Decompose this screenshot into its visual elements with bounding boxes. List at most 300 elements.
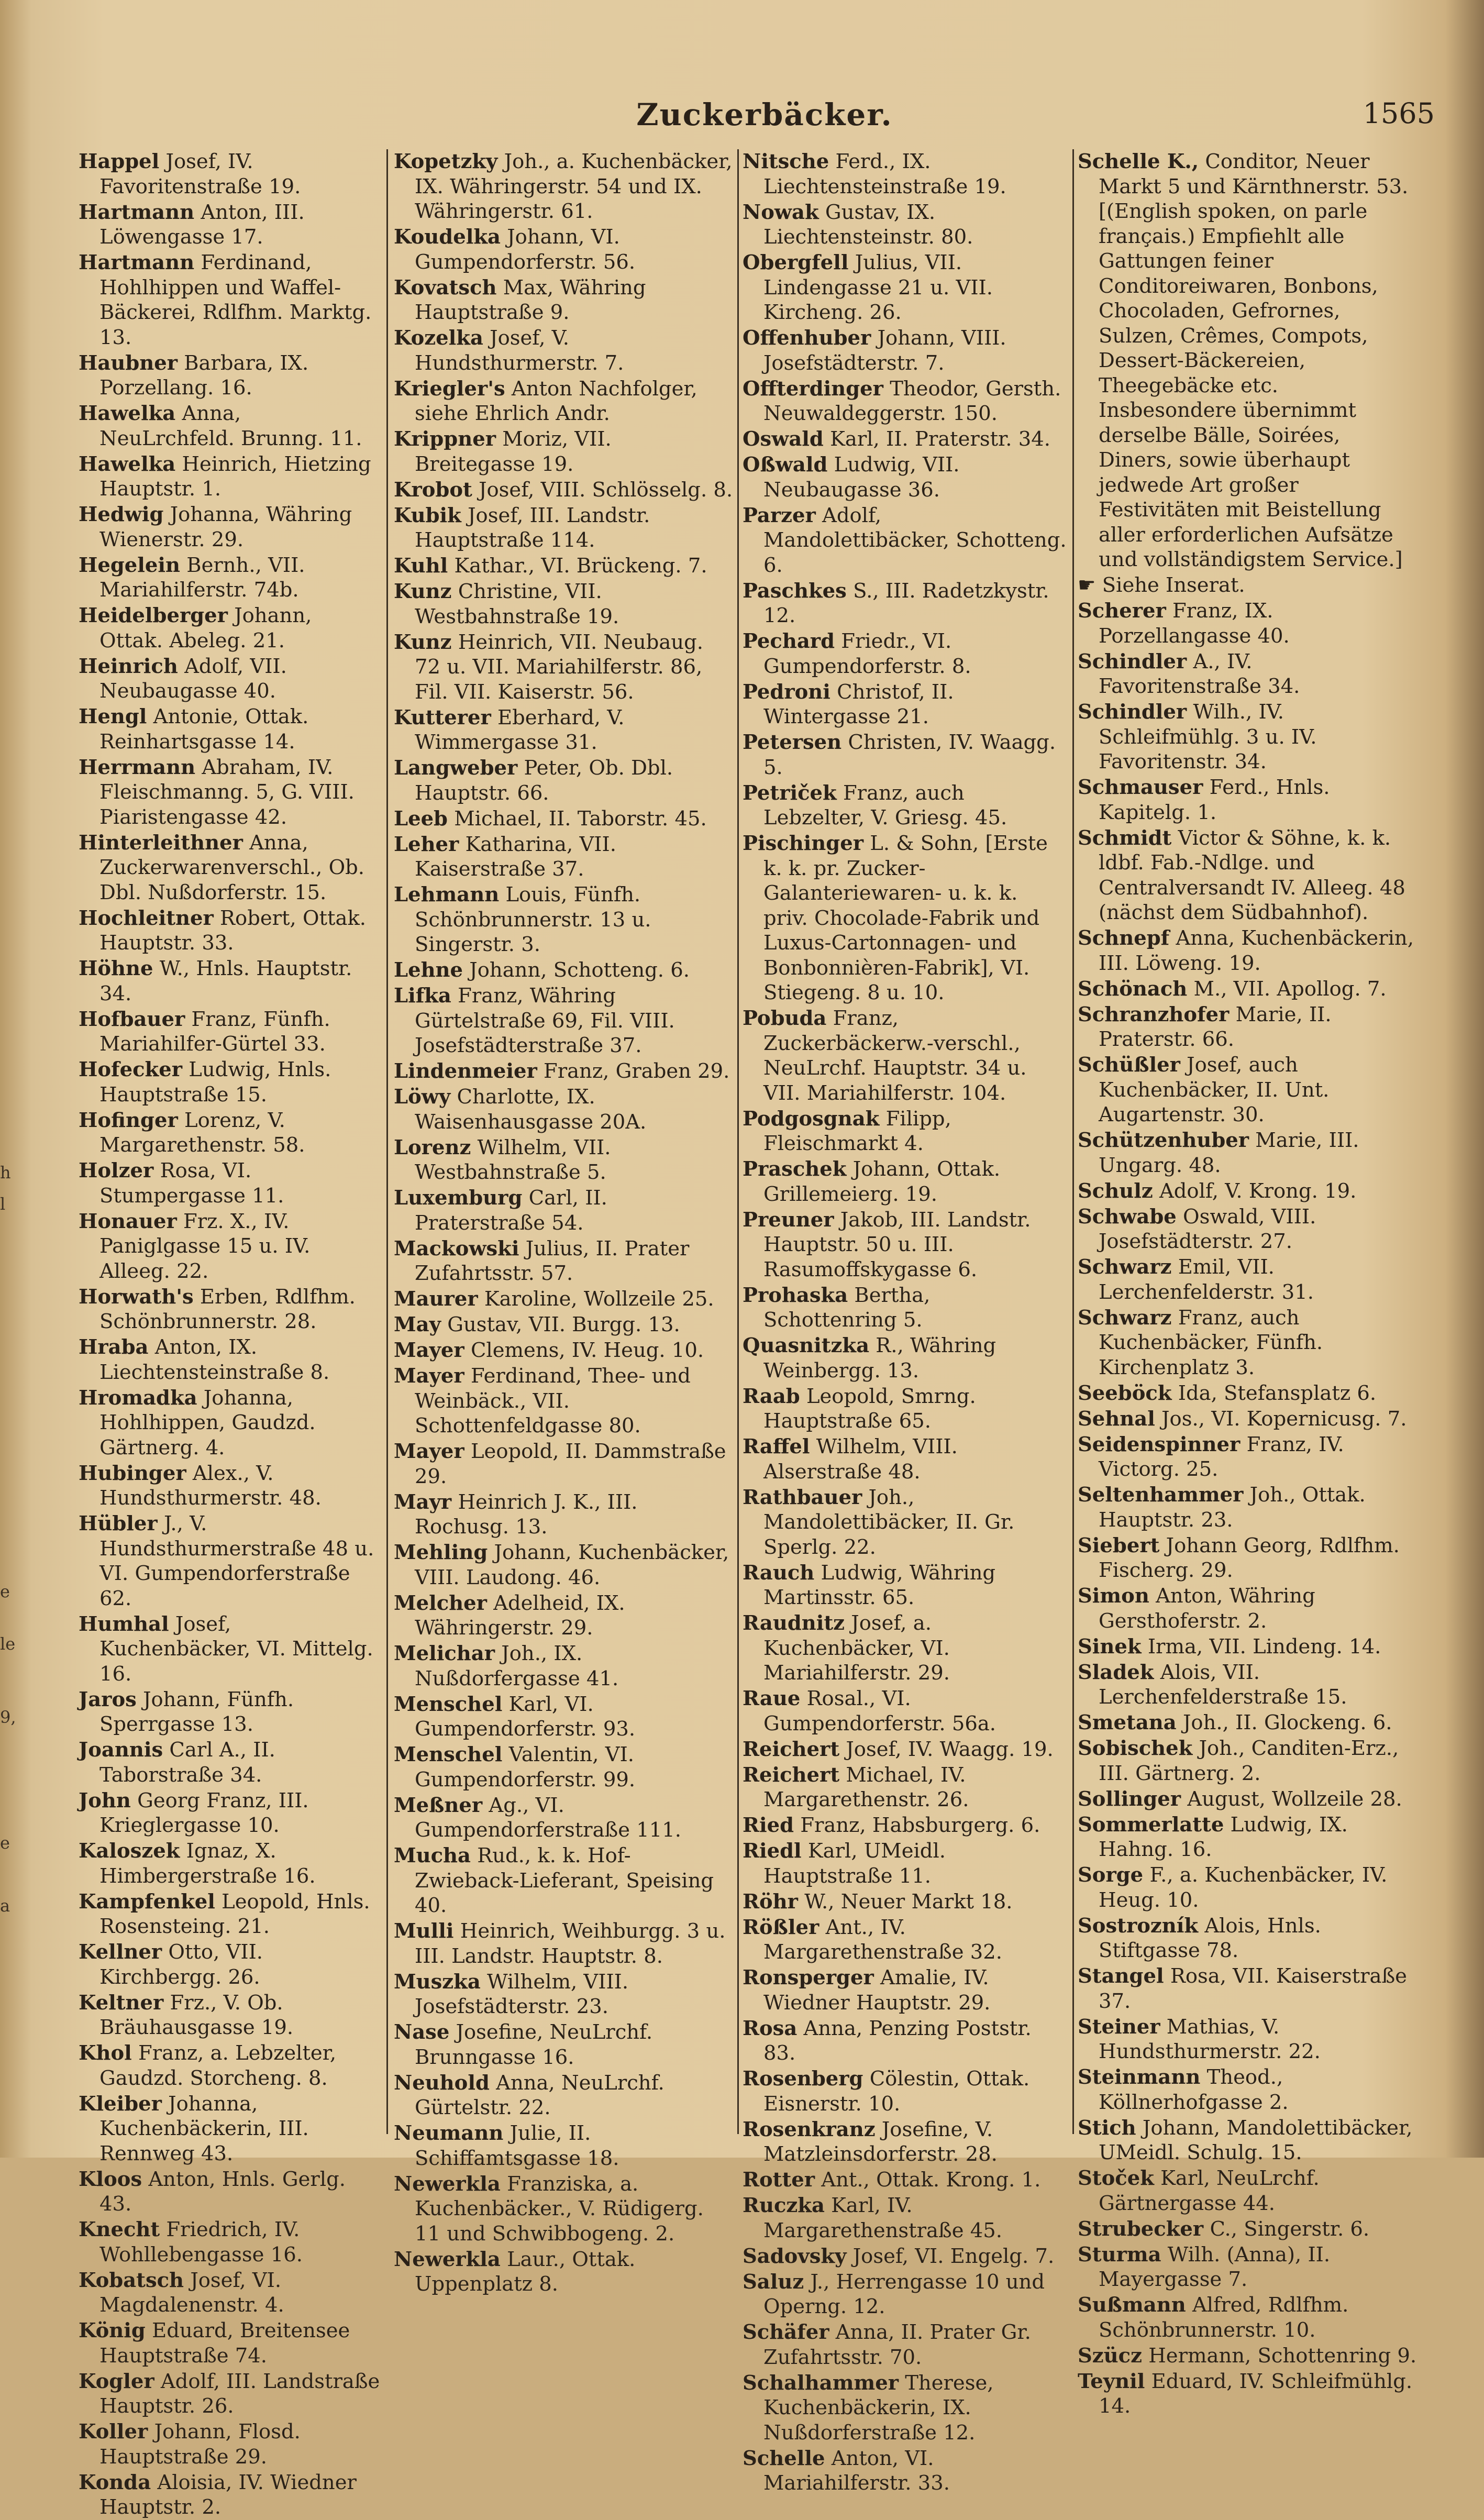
entry-name: Menschel — [394, 1692, 503, 1716]
entry-name: Stangel — [1078, 1964, 1164, 1988]
entry-details: Karl, VI. Gumpendorferstr. 93. — [415, 1692, 636, 1741]
directory-entry — [1078, 1407, 1418, 1432]
entry-details: L. & Sohn, [Erste k. k. pr. Zucker-Galanteriewaren- u. k. k. priv. Chocolade-Fabrik und Luxus-Cartonnagen- und Bonbonnièren-Fabrik], VI. Stiegeng. 8 u. 10. — [763, 832, 1048, 1004]
entry-details: Jakob, III. Landstr. Hauptstr. 50 u. III. Rasumoffskygasse 6. — [763, 1208, 1031, 1281]
gutter-mark: l — [0, 1194, 6, 1214]
entry-details: Ludwig, Hnls. Hauptstraße 15. — [99, 1058, 331, 1107]
directory-entry — [79, 654, 381, 704]
entry-details: Josefine, NeuLrchf. Brunngasse 16. — [415, 2020, 653, 2069]
entry-details: Oswald, VIII. Josefstädterstr. 27. — [1099, 1204, 1316, 1253]
directory-entry — [743, 377, 1068, 426]
entry-name: Oßwald — [743, 453, 828, 477]
directory-entry — [394, 554, 735, 579]
directory-entry — [394, 983, 735, 1058]
entry-details: Franz, a. Lebzelter, Gaudzd. Storcheng. 8. — [99, 2041, 337, 2090]
entry-name: Rößler — [743, 1915, 819, 1939]
entry-name: Schäfer — [743, 2320, 829, 2344]
entry-details: Anton, IX. Liechtensteinstraße 8. — [99, 1335, 330, 1384]
directory-entry — [394, 2247, 735, 2297]
entry-name: Raffel — [743, 1435, 810, 1458]
entry-details: Ant., Ottak. Krong. 1. — [821, 2168, 1041, 2192]
directory-entry — [743, 2066, 1068, 2116]
entry-name: John — [79, 1788, 131, 1812]
entry-name: Steiner — [1078, 2015, 1160, 2039]
column-rule — [1072, 149, 1074, 2134]
entry-name: Sadovsky — [743, 2244, 847, 2268]
directory-entry — [79, 250, 381, 350]
entry-details: Abraham, IV. Fleischmanng. 5, G. VIII. Piaristengasse 42. — [99, 755, 355, 829]
entry-details: Ferd., IX. Liechtensteinstraße 19. — [763, 150, 1006, 198]
entry-details: C., Singerstr. 6. — [1210, 2217, 1370, 2241]
entry-details: Adolf, III. Landstraße Hauptstr. 26. — [99, 2369, 380, 2418]
directory-entry — [1078, 1736, 1418, 1786]
entry-details: Wilhelm, VII. Westbahnstraße 5. — [415, 1135, 611, 1184]
entry-details: Josef, IV. Waagg. 19. — [846, 1737, 1054, 1761]
directory-entry — [1078, 1812, 1418, 1862]
directory-entry — [394, 1439, 735, 1489]
entry-details: Hermann, Schottenring 9. — [1148, 2344, 1417, 2368]
directory-entry — [79, 1889, 381, 1939]
entry-name: Rosenkranz — [743, 2117, 876, 2141]
directory-entry — [1078, 1660, 1418, 1710]
entry-details: Cölestin, Ottak. Eisnerstr. 10. — [763, 2067, 1030, 2116]
directory-entry — [394, 2121, 735, 2171]
directory-entry — [1078, 1128, 1418, 1178]
entry-details: Julie, II. Schiffamtsgasse 18. — [415, 2121, 619, 2170]
directory-entry — [1078, 1787, 1418, 1812]
entry-details: Eberhard, V. Wimmergasse 31. — [415, 705, 625, 754]
entry-details: Rosa, VII. Kaiserstraße 37. — [1099, 1964, 1407, 2013]
entry-name: Schwarz — [1078, 1306, 1172, 1330]
gutter-mark: e — [0, 1833, 10, 1853]
entry-details: Josef, III. Landstr. Hauptstraße 114. — [415, 503, 650, 552]
entry-name: Kuhl — [394, 554, 448, 578]
entry-details: M., VII. Apollog. 7. — [1193, 977, 1387, 1001]
entry-details: Frz. X., IV. Paniglgasse 15 u. IV. Alleeg. 22. — [99, 1209, 311, 1283]
entry-details: Barbara, IX. Porzellang. 16. — [99, 351, 309, 400]
entry-details: Carl, II. Praterstraße 54. — [415, 1186, 607, 1235]
directory-entry — [743, 781, 1068, 831]
entry-details: Anton, Hnls. Gerlg. 43. — [99, 2167, 346, 2216]
directory-entry — [394, 1591, 735, 1641]
entry-details: Josef, IV. Favoritenstraße 19. — [99, 150, 301, 198]
entry-details: Franz, auch Kuchenbäcker, Fünfh. Kirchenplatz 3. — [1099, 1306, 1323, 1379]
directory-entry — [743, 1157, 1068, 1207]
directory-entry — [79, 2041, 381, 2091]
entry-name: Raab — [743, 1384, 800, 1408]
entry-details: Heinrich, VII. Neubaug. 72 u. VII. Mariahilferstr. 86, Fil. VII. Kaiserstr. 56. — [415, 630, 703, 704]
directory-entry — [79, 1335, 381, 1385]
directory-entry — [394, 2172, 735, 2247]
entry-details: Rud., k. k. Hof-Zwieback-Lieferant, Speising 40. — [415, 1844, 714, 1917]
entry-name: Preuner — [743, 1208, 834, 1232]
entry-details: Adolf, VII. Neubaugasse 40. — [99, 654, 287, 703]
entry-name: Schindler — [1078, 700, 1187, 724]
directory-entry — [79, 1788, 381, 1838]
entry-name: Raue — [743, 1687, 801, 1710]
entry-details: Otto, VII. Kirchbergg. 26. — [99, 1940, 263, 1989]
entry-details: Wilh. (Anna), II. Mayergasse 7. — [1099, 2242, 1331, 2291]
entry-details: R., Währing Weinbergg. 13. — [763, 1334, 996, 1383]
entry-details: Ludwig, VII. Neubaugasse 36. — [763, 453, 960, 502]
entry-name: Joannis — [79, 1738, 163, 1762]
entry-name: Menschel — [394, 1743, 503, 1766]
entry-name: Schalhammer — [743, 2371, 899, 2395]
directory-entry — [743, 2016, 1068, 2066]
entry-name: Mayr — [394, 1490, 452, 1514]
directory-entry — [394, 1186, 735, 1235]
entry-name: Honauer — [79, 1209, 177, 1233]
directory-entry — [394, 806, 735, 832]
entry-details: Jos., VI. Kopernicusg. 7. — [1161, 1407, 1407, 1431]
entry-name: Koller — [79, 2420, 148, 2444]
entry-details: Alex., V. Hundsthurmerstr. 48. — [99, 1461, 322, 1510]
entry-details: F., a. Kuchenbäcker, IV. Heug. 10. — [1099, 1863, 1388, 1912]
entry-name: Lehmann — [394, 883, 500, 907]
entry-name: Hinterleithner — [79, 831, 243, 855]
entry-name: Keltner — [79, 1991, 164, 2015]
running-header — [94, 97, 1435, 139]
directory-entry — [394, 958, 735, 983]
directory-entry — [79, 1738, 381, 1787]
entry-name: Sostrozník — [1078, 1914, 1199, 1938]
directory-entry — [394, 1490, 735, 1540]
entry-name: Schindler — [1078, 649, 1187, 673]
entry-details: Karl, NeuLrchf. Gärtnergasse 44. — [1099, 2167, 1320, 2215]
entry-details: Eduard, IV. Schleifmühlg. 14. — [1099, 2369, 1413, 2418]
directory-entry — [743, 1915, 1068, 1965]
entry-name: Lehne — [394, 958, 463, 982]
entry-details: Katharina, VII. Kaiserstraße 37. — [415, 832, 616, 881]
directory-entry — [743, 2244, 1068, 2269]
entry-details: Anna, II. Prater Gr. Zufahrtsstr. 70. — [763, 2320, 1031, 2369]
entry-name: Knecht — [79, 2218, 160, 2241]
entry-name: Kopetzky — [394, 150, 498, 173]
entry-details: Filipp, Fleischmarkt 4. — [763, 1107, 951, 1155]
entry-name: Mayer — [394, 1339, 464, 1362]
entry-details: Josef, VI. Magdalenenstr. 4. — [99, 2268, 284, 2317]
entry-name: Kozelka — [394, 326, 483, 350]
entry-name: Maurer — [394, 1287, 478, 1311]
directory-entry — [1078, 1483, 1418, 1532]
directory-entry — [79, 1285, 381, 1334]
directory-entry — [394, 1641, 735, 1691]
directory-entry — [394, 478, 735, 503]
directory-entry — [1078, 2293, 1418, 2342]
entry-name: Kutterer — [394, 705, 491, 730]
entry-name: Szücz — [1078, 2344, 1142, 2368]
directory-entry — [394, 832, 735, 882]
directory-entry — [1078, 1179, 1418, 1204]
directory-entry — [743, 1434, 1068, 1484]
entry-name: Muszka — [394, 1970, 481, 1994]
entry-name: Teynil — [1078, 2369, 1145, 2393]
entry-details: Julius, II. Prater Zufahrtsstr. 57. — [415, 1236, 690, 1285]
page-number: 1565 — [1363, 97, 1435, 130]
directory-entry — [1078, 1255, 1418, 1305]
entry-details: J., V. Hundsthurmerstraße 48 u. VI. Gumpendorferstraße 62. — [99, 1512, 374, 1610]
entry-details: August, Wollzeile 28. — [1187, 1787, 1402, 1811]
entry-details: Franz, auch Lebzelter, V. Griesg. 45. — [763, 781, 1007, 830]
entry-name: Hofinger — [79, 1108, 178, 1132]
directory-entry — [1078, 1432, 1418, 1482]
gutter-mark: 9, — [0, 1707, 16, 1727]
entry-name: Melcher — [394, 1591, 487, 1615]
directory-entry — [79, 704, 381, 754]
entry-name: Pobuda — [743, 1007, 827, 1030]
entry-name: Hartmann — [79, 200, 195, 224]
entry-details: Aloisia, IV. Wiedner Hauptstr. 2. — [99, 2470, 357, 2519]
directory-entry — [79, 1991, 381, 2040]
entry-name: Schranzhofer — [1078, 1002, 1230, 1026]
entry-name: Quasnitzka — [743, 1334, 870, 1357]
entry-name: Heidelberger — [79, 604, 228, 627]
entry-details: Ignaz, X. Himbergerstraße 16. — [99, 1839, 316, 1888]
directory-entry — [1078, 599, 1418, 648]
directory-entry — [743, 2193, 1068, 2243]
entry-details: Michael, II. Taborstr. 45. — [454, 806, 707, 831]
entry-details: Louis, Fünfh. Schönbrunnerstr. 13 u. Singerstr. 3. — [415, 883, 651, 956]
entry-details: Heinrich, Weihburgg. 3 u. III. Landstr. Hauptstr. 8. — [415, 1919, 726, 1968]
entry-details: Adolf, V. Krong. 19. — [1159, 1179, 1357, 1203]
column-4 — [1078, 149, 1418, 2418]
directory-entry — [1078, 1914, 1418, 1963]
entry-details: Ant., IV. Margarethenstraße 32. — [763, 1915, 1002, 1964]
entry-name: Rosenberg — [743, 2067, 863, 2091]
directory-entry — [1078, 2015, 1418, 2064]
directory-entry — [394, 1135, 735, 1185]
entry-name: May — [394, 1313, 441, 1336]
entry-name: Sturma — [1078, 2242, 1161, 2267]
directory-entry — [743, 1763, 1068, 1812]
entry-details: Kathar., VI. Brückeng. 7. — [454, 554, 707, 578]
entry-name: Seidenspinner — [1078, 1432, 1241, 1456]
entry-details: Christof, II. Wintergasse 21. — [763, 680, 954, 728]
directory-entry — [1078, 1964, 1418, 2014]
entry-details: Johann, VIII. Josefstädterstr. 7. — [763, 326, 1006, 375]
directory-entry — [394, 756, 735, 805]
directory-entry — [743, 200, 1068, 250]
entry-details: Johann, Kuchenbäcker, VIII. Laudong. 46. — [415, 1541, 729, 1589]
entry-name: Schnepf — [1078, 926, 1170, 950]
directory-entry — [394, 2020, 735, 2070]
directory-entry — [743, 1283, 1068, 1333]
entry-details: Johanna, Hohlhippen, Gaudzd. Gärtnerg. 4. — [99, 1386, 316, 1460]
entry-name: Siebert — [1078, 1533, 1160, 1557]
entry-name: Kunz — [394, 580, 452, 603]
directory-entry — [394, 427, 735, 477]
directory-entry — [394, 225, 735, 274]
entry-details: ☛ Siehe Inserat. — [1078, 573, 1245, 597]
entry-name: Schmauser — [1078, 776, 1203, 799]
entry-details: Bernh., VII. Mariahilferstr. 74b. — [99, 553, 305, 602]
entry-name: Strubecker — [1078, 2217, 1204, 2241]
entry-details: Johann, Ottak. Grillemeierg. 19. — [763, 1157, 1001, 1206]
directory-entry — [79, 2268, 381, 2318]
entry-name: Obergfell — [743, 251, 849, 274]
directory-entry — [79, 1386, 381, 1461]
entry-name: Hengl — [79, 705, 147, 728]
directory-entry — [79, 2470, 381, 2520]
entry-name: Happel — [79, 150, 160, 173]
entry-details: Anton, III. Löwengasse 17. — [99, 200, 305, 249]
directory-entry — [394, 1843, 735, 1918]
entry-name: Nase — [394, 2020, 450, 2044]
entry-name: Sobischek — [1078, 1737, 1193, 1760]
entry-details: Adelheid, IX. Währingerstr. 29. — [415, 1591, 625, 1640]
entry-details: Johann, Fünfh. Sperrgasse 13. — [99, 1687, 294, 1736]
directory-entry — [743, 730, 1068, 780]
entry-details: Josef, auch Kuchenbäcker, II. Unt. Augartenstr. 30. — [1099, 1053, 1330, 1126]
directory-entry — [394, 705, 735, 755]
directory-entry — [1078, 1634, 1418, 1660]
directory-entry — [79, 1839, 381, 1888]
entry-name: Pedroni — [743, 680, 830, 704]
directory-entry — [394, 149, 735, 224]
directory-entry — [743, 1839, 1068, 1888]
entry-details: Joh., Ottak. Hauptstr. 23. — [1099, 1483, 1366, 1532]
directory-entry — [79, 956, 381, 1006]
entry-name: Rosa — [743, 2016, 798, 2040]
directory-entry — [394, 503, 735, 553]
directory-entry — [743, 1611, 1068, 1686]
entry-details: Friedr., VI. Gumpendorferstr. 8. — [763, 629, 971, 678]
entry-name: Newerkla — [394, 2172, 501, 2196]
entry-name: Kubik — [394, 503, 461, 527]
entry-name: Hofecker — [79, 1058, 183, 1081]
entry-name: Lorenz — [394, 1135, 471, 1159]
entry-details: Rosa, VI. Stumpergasse 11. — [99, 1159, 284, 1208]
directory-entry — [1078, 926, 1418, 976]
directory-entry — [1078, 649, 1418, 699]
entry-details: Franz, Fünfh. Mariahilfer-Gürtel 33. — [99, 1007, 330, 1056]
directory-entry — [743, 629, 1068, 679]
directory-entry — [1078, 1533, 1418, 1583]
directory-entry — [743, 250, 1068, 325]
entry-details: Joh., Mandolettibäcker, II. Gr. Sperlg. 22. — [763, 1485, 1015, 1559]
entry-name: Hedwig — [79, 503, 164, 526]
entry-name: Heinrich — [79, 654, 178, 678]
entry-name: Schmidt — [1078, 826, 1172, 850]
entry-name: Newerkla — [394, 2247, 501, 2271]
entry-name: Kampfenkel — [79, 1889, 215, 1914]
directory-entry — [79, 1511, 381, 1611]
directory-entry — [1078, 149, 1418, 572]
entry-details: Franz, IV. Victorg. 25. — [1099, 1432, 1344, 1481]
entry-details: W., Neuer Markt 18. — [804, 1889, 1013, 1914]
directory-entry — [394, 275, 735, 325]
directory-entry — [743, 1208, 1068, 1283]
entry-name: Schelle — [743, 2446, 825, 2470]
entry-name: Schüßler — [1078, 1053, 1180, 1077]
entry-name: Sinek — [1078, 1634, 1142, 1659]
entry-details: Gustav, VII. Burgg. 13. — [447, 1313, 680, 1336]
directory-entry — [79, 1461, 381, 1511]
entry-name: Praschek — [743, 1157, 847, 1181]
entry-name: Offenhuber — [743, 326, 871, 350]
entry-name: Nowak — [743, 200, 819, 224]
directory-entry — [1078, 1584, 1418, 1633]
entry-name: Kriegler's — [394, 377, 505, 401]
entry-name: Oswald — [743, 427, 824, 451]
entry-details: Wilhelm, VIII. Josefstädterstr. 23. — [415, 1970, 629, 2018]
entry-details: Franz, Graben 29. — [543, 1059, 730, 1083]
entry-name: Schulz — [1078, 1179, 1153, 1203]
entry-details: Johann, Schotteng. 6. — [469, 958, 690, 982]
directory-entry — [743, 149, 1068, 199]
entry-details: Josef, a. Kuchenbäcker, VI. Mariahilferstr. 29. — [763, 1611, 950, 1685]
entry-name: Horwath's — [79, 1285, 194, 1309]
entry-details: Leopold, Hnls. Rosensteing. 21. — [99, 1889, 370, 1938]
directory-entry — [1078, 1053, 1418, 1128]
entry-name: Hartmann — [79, 251, 195, 274]
entry-name: Ronsperger — [743, 1966, 874, 1990]
entry-details: Ferd., Hnls. Kapitelg. 1. — [1099, 776, 1330, 824]
entry-details: Lorenz, V. Margarethenstr. 58. — [99, 1108, 305, 1157]
directory-entry — [1078, 2217, 1418, 2242]
entry-name: Röhr — [743, 1889, 798, 1914]
entry-name: Mucha — [394, 1844, 471, 1867]
entry-name: Hegelein — [79, 553, 181, 577]
directory-entry — [394, 1540, 735, 1590]
entry-name: Sußmann — [1078, 2293, 1186, 2317]
directory-entry — [394, 1236, 735, 1286]
entry-name: Stoček — [1078, 2167, 1154, 2190]
entry-details: Anna, NeuLrchf. Gürtelstr. 22. — [415, 2071, 665, 2119]
entry-details: Carl A., II. Taborstraße 34. — [99, 1738, 275, 1787]
entry-name: Mayer — [394, 1440, 464, 1463]
gutter-mark: a — [0, 1896, 10, 1916]
directory-entry — [1078, 2166, 1418, 2216]
directory-entry — [1078, 775, 1418, 825]
entry-name: Mayer — [394, 1364, 464, 1388]
entry-details: Adolf, Mandolettibäcker, Schotteng. 6. — [763, 503, 1067, 577]
entry-details: Wilh., IV. Schleifmühlg. 3 u. IV. Favoritenstr. 34. — [1099, 700, 1317, 773]
entry-name: Nitsche — [743, 150, 829, 173]
directory-entry — [743, 2168, 1068, 2193]
entry-name: Luxemburg — [394, 1186, 523, 1210]
directory-entry — [394, 1338, 735, 1363]
directory-entry — [394, 1059, 735, 1084]
entry-name: Hofbauer — [79, 1007, 185, 1031]
gutter-mark: le — [0, 1634, 16, 1654]
entry-name: Seeböck — [1078, 1381, 1172, 1405]
entry-name: Lifka — [394, 984, 451, 1008]
entry-details: Robert, Ottak. Hauptstr. 33. — [99, 906, 367, 955]
directory-entry — [1078, 573, 1418, 598]
directory-entry — [743, 1965, 1068, 2015]
directory-entry — [394, 2071, 735, 2120]
directory-entry — [79, 2369, 381, 2419]
entry-details: Johann, Flosd. Hauptstraße 29. — [99, 2420, 301, 2469]
entry-name: Steinmann — [1078, 2065, 1201, 2089]
gutter-mark: e — [0, 1582, 10, 1601]
column-rule — [386, 149, 388, 2134]
directory-entry — [79, 906, 381, 956]
entry-details: Josef, Kuchenbäcker, VI. Mittelg. 16. — [99, 1612, 373, 1686]
entry-details: Conditor, Neuer Markt 5 und Kärnthnerstr. 53. [(English spoken, on parle français.) Empfiehlt alle Gattungen feiner Conditoreiwaren, Bonbons, Chocoladen, Gefrornes, Sulzen, Crêmes, Compots, Dessert-Bäckereien, Theegebäcke etc. Insbesondere übernimmt derselbe Bälle, Soirées, Diners, sowie überhaupt jedwede Art großer Festivitäten mit Beistellung aller erforderlichen Aufsätze und vollständigstem Service.] — [1099, 150, 1409, 571]
directory-entry — [394, 1692, 735, 1742]
entry-details: Alois, VII. Lerchenfelderstraße 15. — [1099, 1660, 1347, 1709]
entry-details: J., Herrengasse 10 und Operng. 12. — [763, 2270, 1045, 2318]
entry-details: Anna, NeuLrchfeld. Brunng. 11. — [99, 402, 362, 450]
entry-details: Theodor, Gersth. Neuwaldeggerstr. 150. — [763, 377, 1061, 425]
entry-name: Raudnitz — [743, 1611, 845, 1635]
entry-details: Emil, VII. Lerchenfelderstr. 31. — [1099, 1255, 1314, 1304]
entry-details: Johann Georg, Rdlfhm. Fischerg. 29. — [1099, 1533, 1400, 1582]
entry-name: Podgosgnak — [743, 1107, 880, 1131]
entry-name: Hübler — [79, 1512, 158, 1535]
